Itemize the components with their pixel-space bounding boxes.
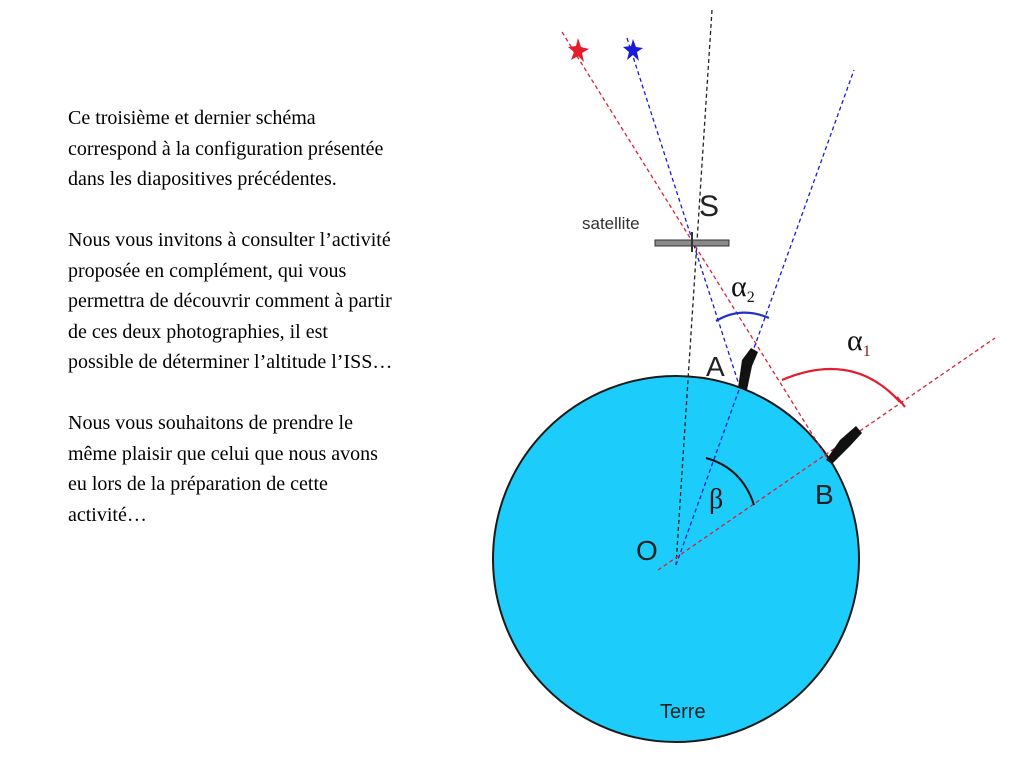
paragraph-activity: Nous vous invitons à consulter l’activité proposée en complément, qui vous permettra de découvrir comment à partir de ces deux photographies, il est possible de déterminer l’altitude l’ISS… xyxy=(68,229,393,373)
paragraph-intro: Ce troisième et dernier schéma correspond à la configuration présentée dans les diapositives précédentes. xyxy=(68,107,384,190)
alpha1-label xyxy=(847,324,871,360)
point-A-label: A xyxy=(706,351,725,382)
blue-line-star-to-A xyxy=(627,38,740,388)
earth-circle xyxy=(493,376,859,742)
satellite-icon xyxy=(655,232,729,252)
paragraph-closing: Nous vous souhaitons de prendre le même plaisir que celui que nous avons eu lors de la préparation de cette activité… xyxy=(68,412,378,526)
beta-label: β xyxy=(709,484,724,515)
telescope-B-icon xyxy=(826,426,862,464)
alpha1-tick xyxy=(897,397,905,407)
satellite-label: satellite xyxy=(582,214,640,233)
telescope-A-icon xyxy=(738,348,758,390)
alpha1-arc xyxy=(782,369,900,402)
alpha2-label xyxy=(731,270,755,306)
alpha1-subscript: 1 xyxy=(862,343,871,360)
earth-label: Terre xyxy=(660,701,706,723)
point-S-label: S xyxy=(699,190,720,223)
alpha2-subscript: 2 xyxy=(746,289,755,306)
alpha2-symbol: α xyxy=(731,270,747,303)
blue-star-icon xyxy=(623,39,643,61)
point-O-label: O xyxy=(636,535,658,566)
alpha2-arc xyxy=(716,313,769,321)
point-B-label: B xyxy=(815,479,834,510)
alpha1-symbol: α xyxy=(847,324,863,357)
